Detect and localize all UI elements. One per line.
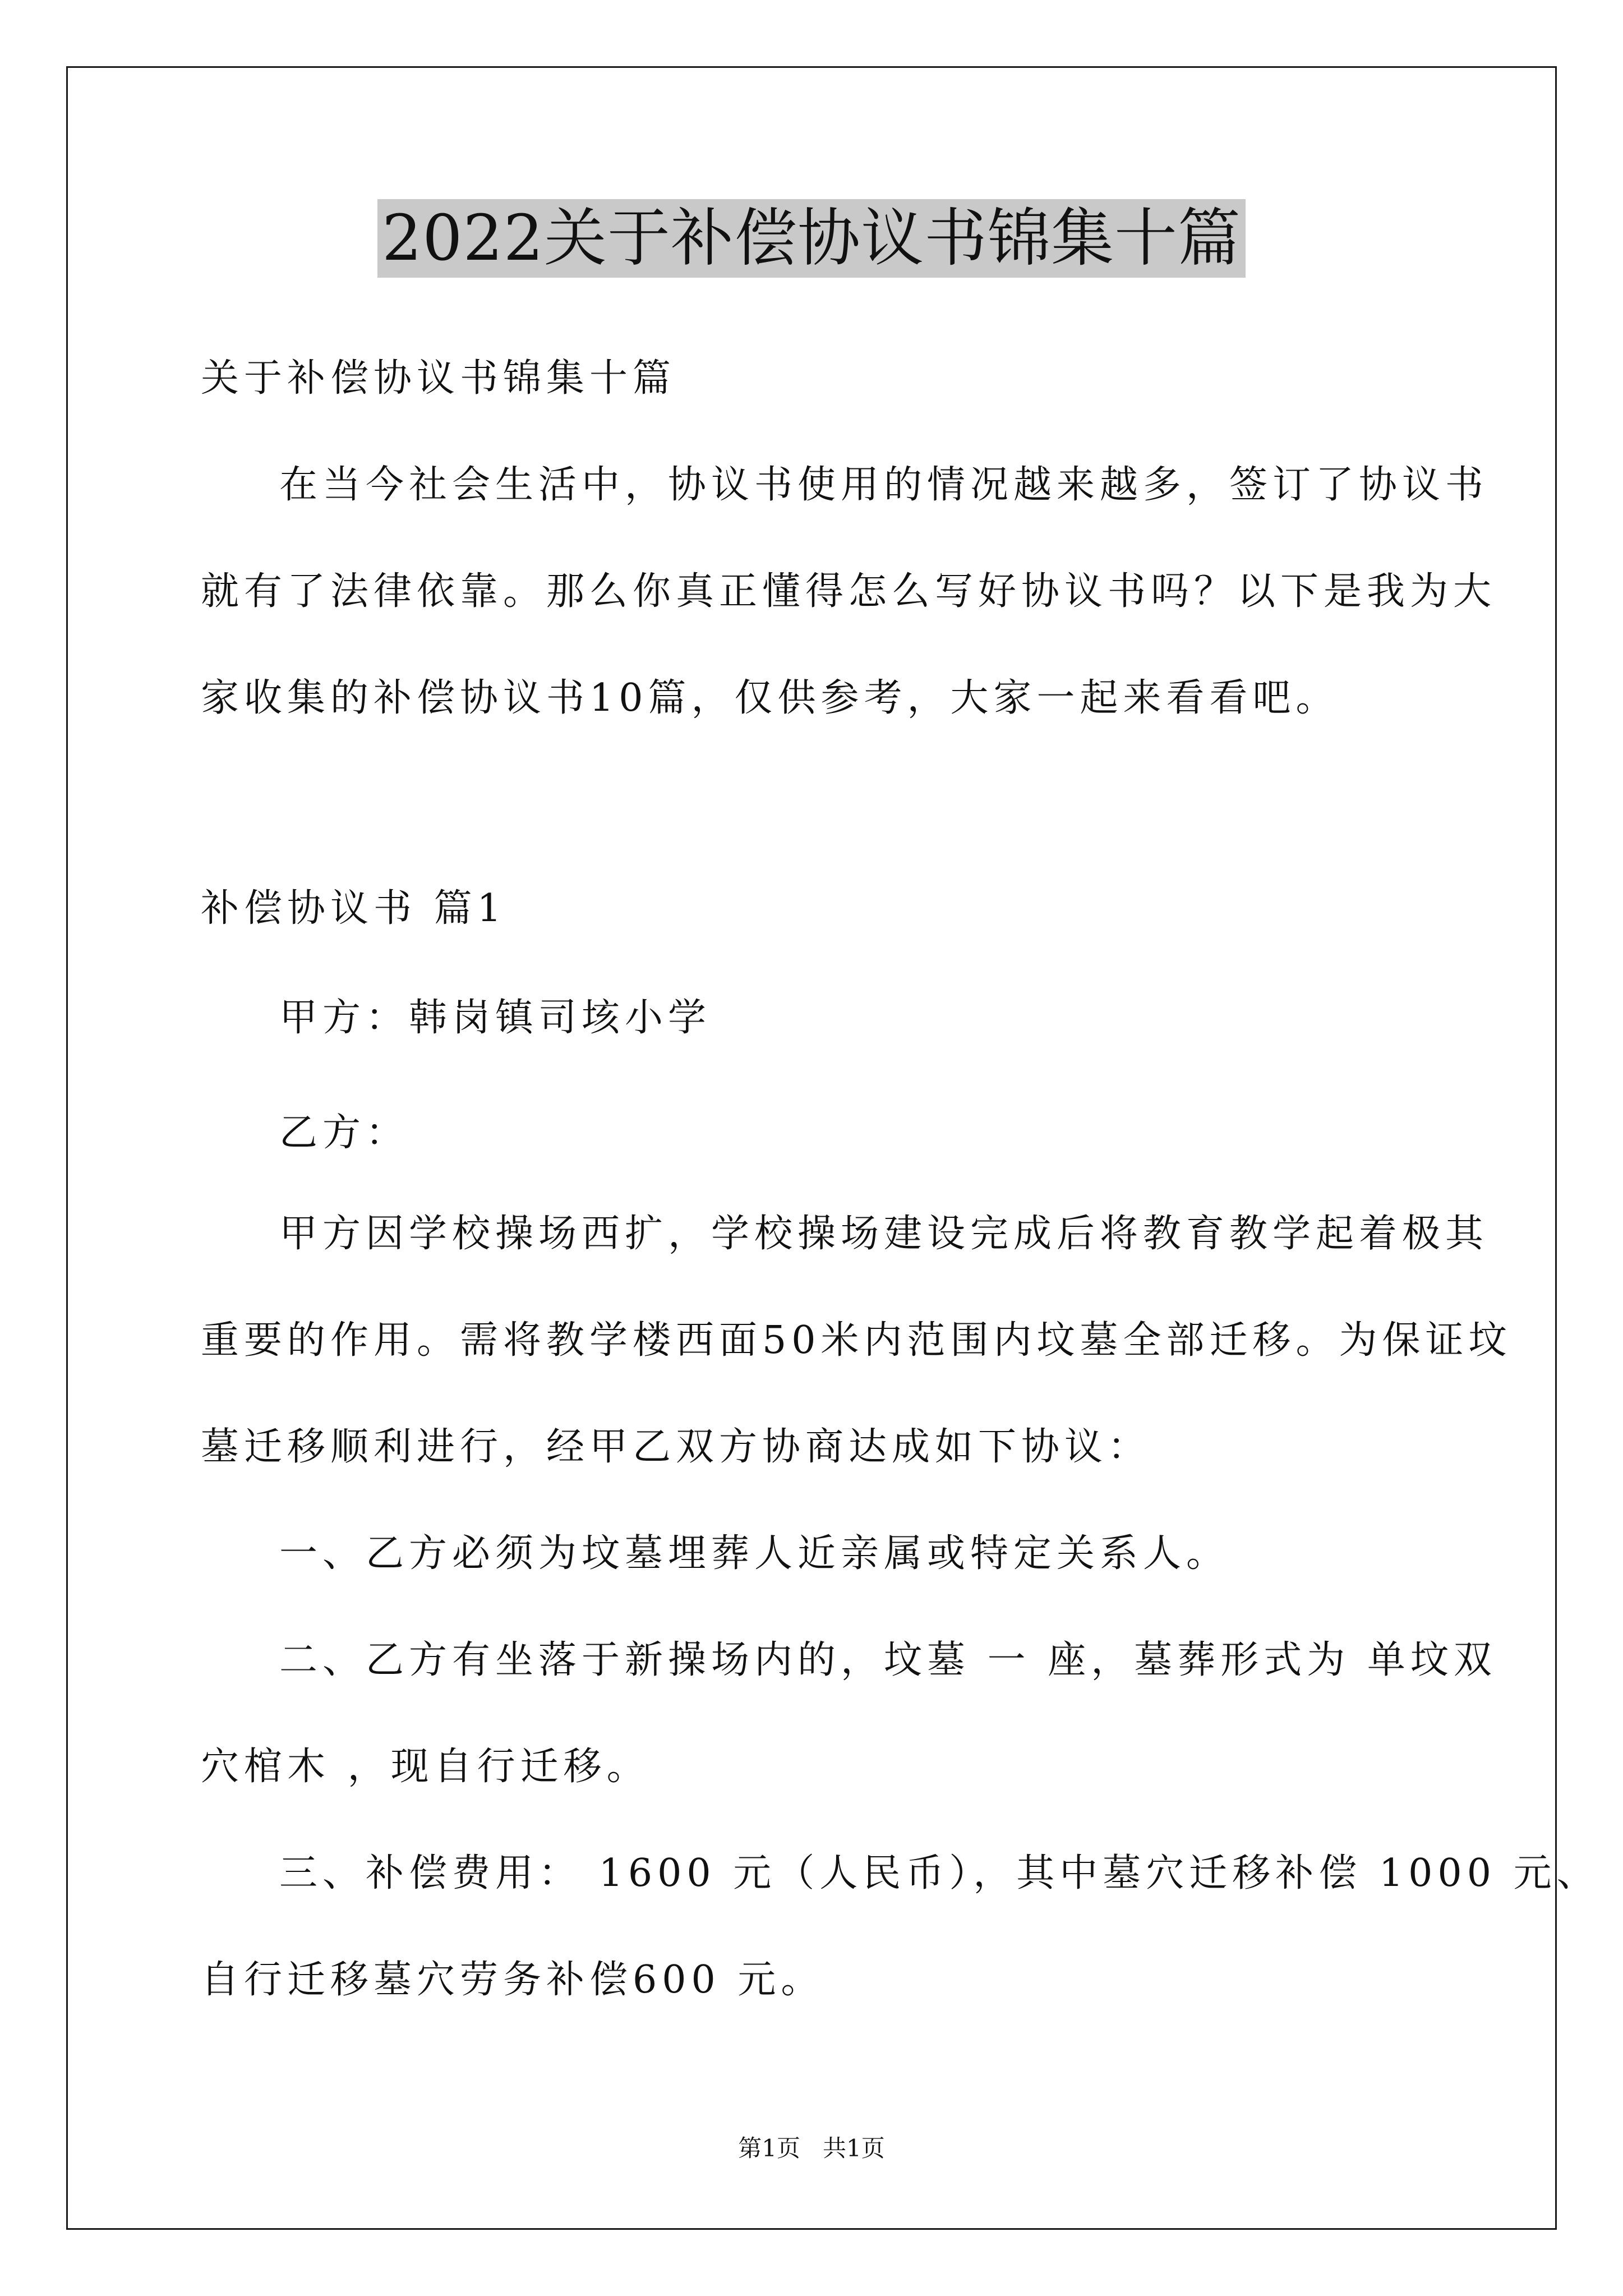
subtitle: 关于补偿协议书锦集十篇 xyxy=(201,356,676,401)
intro-line-1: 在当今社会生活中，协议书使用的情况越来越多，签订了协议书 xyxy=(279,463,1489,507)
clause-2-line-1: 二、乙方有坐落于新操场内的，坟墓 一 座，墓葬形式为 单坟双 xyxy=(279,1638,1497,1682)
document-title: 2022关于补偿协议书锦集十篇 xyxy=(377,199,1246,278)
clause-3-line-2: 自行迁移墓穴劳务补偿600 元。 xyxy=(201,1958,824,2002)
intro-line-3: 家收集的补偿协议书10篇，仅供参考，大家一起来看看吧。 xyxy=(201,676,1339,720)
section-heading: 补偿协议书 篇1 xyxy=(201,886,506,931)
page-footer: 第1页 共1页 xyxy=(738,2134,885,2162)
body-line-2: 重要的作用。需将教学楼西面50米内范围内坟墓全部迁移。为保证坟 xyxy=(201,1318,1512,1363)
intro-line-2: 就有了法律依靠。那么你真正懂得怎么写好协议书吗？以下是我为大 xyxy=(201,569,1497,614)
clause-1: 一、乙方必须为坟墓埋葬人近亲属或特定关系人。 xyxy=(279,1531,1230,1576)
body-line-1: 甲方因学校操场西扩，学校操场建设完成后将教育教学起着极其 xyxy=(279,1212,1489,1256)
clause-2-line-2: 穴棺木 ，现自行迁移。 xyxy=(201,1745,650,1789)
title-container xyxy=(0,199,1623,278)
party-b: 乙方： xyxy=(279,1111,409,1155)
clause-3-line-1: 三、补偿费用： 1600 元（人民币），其中墓穴迁移补偿 1000 元、 xyxy=(279,1851,1600,1895)
body-line-3: 墓迁移顺利进行，经甲乙双方协商达成如下协议： xyxy=(201,1425,1151,1469)
party-a: 甲方：韩岗镇司垓小学 xyxy=(279,996,712,1040)
